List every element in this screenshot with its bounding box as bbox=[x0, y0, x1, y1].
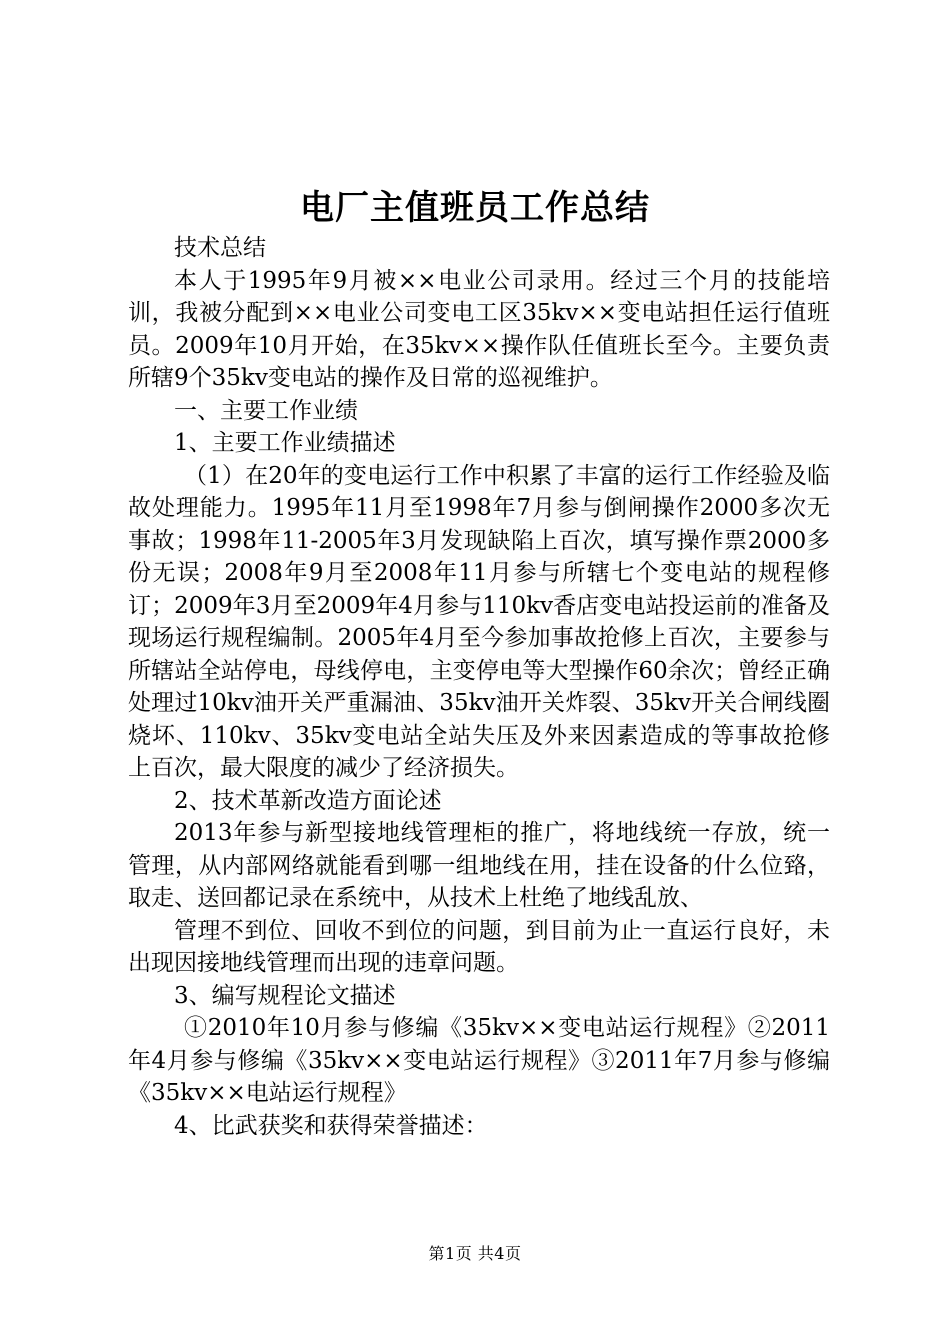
document-title: 电厂主值班员工作总结 bbox=[300, 188, 650, 228]
paragraph-operation-experience: （1）在20年的变电运行工作中积累了丰富的运行工作经验及临故处理能力。1995年11月至1998年7月参与倒闸操作2000多次无事故；1998年11-2005年3月发现缺陷上百次，填写操作票2000多份无误；2008年9月至2008年11月参与所辖七个变电站的规程修订；2009年3月至2009年4月参与110kv香店变电站投运前的准备及现场运行规程编制。2005年4月至今参加事故抢修上百次，主要参与所辖站全站停电，母线停电，主变停电等大型操作60余次；曾经正确处理过10kv油开关严重漏油、35kv油开关炸裂、35kv开关合闸线圈烧坏、110kv、35kv变电站全站失压及外来因素造成的等事故抢修上百次，最大限度的减少了经济损失。 bbox=[128, 462, 830, 781]
subheading-awards-honors: 4、比武获奖和获得荣誉描述： bbox=[174, 1112, 488, 1139]
paragraph-technical-summary: 技术总结 bbox=[174, 235, 266, 261]
heading-main-achievements: 一、主要工作业绩 bbox=[174, 397, 358, 424]
paragraph-grounding-result: 管理不到位、回收不到位的问题，到目前为止一直运行良好，未出现因接地线管理而出现的违章问题。 bbox=[128, 917, 830, 976]
document-body bbox=[128, 232, 830, 1142]
page-number-footer: 第1页 共4页 bbox=[428, 1244, 522, 1263]
paragraph-regulations-list: ①2010年10月参与修编《35kv××变电站运行规程》②2011年4月参与修编《35kv××变电站运行规程》③2011年7月参与修编《35kv××电站运行规程》 bbox=[128, 1015, 830, 1106]
paragraph-grounding-cabinet: 2013年参与新型接地线管理柜的推广，将地线统一存放，统一管理，从内部网络就能看到哪一组地线在用，挂在设备的什么位臵，取走、送回都记录在系统中，从技术上杜绝了地线乱放、 bbox=[128, 820, 830, 911]
subheading-regulations-writing: 3、编写规程论文描述 bbox=[174, 982, 396, 1009]
paragraph-introduction: 本人于1995年9月被××电业公司录用。经过三个月的技能培训，我被分配到××电业公司变电工区35kv××变电站担任运行值班员。2009年10月开始，在35kv××操作队任值班长至今。主要负责所辖9个35kv变电站的操作及日常的巡视维护。 bbox=[128, 267, 830, 391]
subheading-technical-innovation: 2、技术革新改造方面论述 bbox=[174, 787, 442, 814]
subheading-achievements-description: 1、主要工作业绩描述 bbox=[174, 430, 396, 456]
